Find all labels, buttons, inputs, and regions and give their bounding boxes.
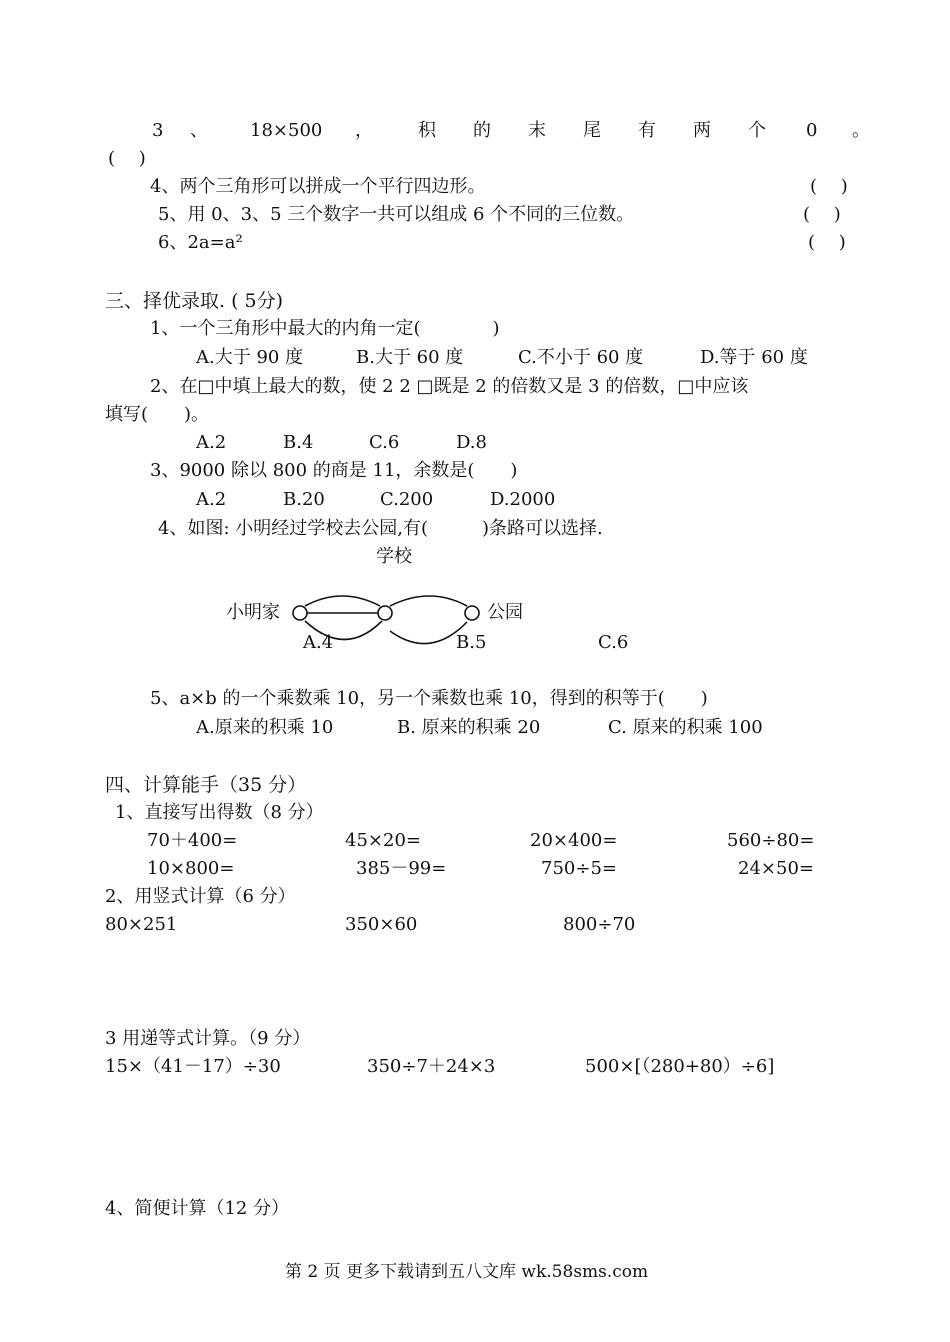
judge-q3-expression: 18×500 [250,120,323,141]
s3-q5-option-a[interactable]: A.原来的积乘 10 [196,717,334,738]
vertical-calc-item: 80×251 [105,914,178,935]
s3-q3-text: 3、9000 除以 800 的商是 11，余数是( ) [150,460,518,481]
s3-q1-option-a[interactable]: A.大于 90 度 [196,347,304,368]
judge-q3-period: 。 [852,120,870,141]
stepwise-calc-item: 15×（41－17）÷30 [105,1056,281,1077]
mental-calc-item: 385－99= [356,858,447,879]
mental-calc-item: 24×50= [738,858,814,879]
section4-title: 四、计算能手（35 分） [105,774,307,796]
mental-calc-item: 20×400= [530,830,618,851]
judge-q3-separator: 、 [190,120,208,141]
judge-q3-char: 末 [528,120,546,141]
s3-q4-option-c[interactable]: C.6 [598,632,629,653]
s3-q3-option-b[interactable]: B.20 [283,489,325,510]
vertical-calc-item: 350×60 [345,914,418,935]
s3-q5-option-c[interactable]: C. 原来的积乘 100 [608,717,763,738]
s3-q2-line2: 填写( )。 [105,404,210,425]
s3-q5-option-b[interactable]: B. 原来的积乘 20 [397,717,541,738]
vertical-calc-item: 800÷70 [563,914,636,935]
home-node [293,606,307,620]
judge-q3-char: 的 [473,120,491,141]
s3-q5-text: 5、a×b 的一个乘数乘 10，另一个乘数也乘 10，得到的积等于( ) [150,688,708,709]
s3-q1-option-b[interactable]: B.大于 60 度 [356,347,464,368]
s3-q4-option-a[interactable]: A.4 [303,632,334,653]
s3-q3-option-c[interactable]: C.200 [380,489,434,510]
park-node [465,606,479,620]
judge-q6-text: 6、2a=a² [158,232,243,253]
stepwise-calc-item: 500×[（280+80）÷6] [585,1056,775,1077]
route-upper-home-school [305,596,380,606]
s4-sub2-title: 2、用竖式计算（6 分） [105,886,296,907]
s3-q3-option-a[interactable]: A.2 [196,489,227,510]
school-node [378,606,392,620]
diagram-label-park: 公园 [487,602,523,623]
s3-q2-option-b[interactable]: B.4 [283,432,314,453]
s3-q4-text: 4、如图: 小明经过学校去公园,有( )条路可以选择. [158,518,603,539]
mental-calc-item: 560÷80= [727,830,815,851]
judge-q3-char: 个 [748,120,766,141]
s3-q1-option-d[interactable]: D.等于 60 度 [700,347,808,368]
judge-q6-answer-paren[interactable]: ( ) [808,232,846,253]
route-upper-school-park [390,596,467,606]
judge-q3-answer-paren[interactable]: ( ) [108,148,146,169]
s3-q3-option-d[interactable]: D.2000 [490,489,556,510]
judge-q4-answer-paren[interactable]: ( ) [810,176,848,197]
judge-q3-char: 两 [693,120,711,141]
judge-q3-comma: ， [355,120,373,141]
s4-sub4-title: 4、简便计算（12 分） [105,1198,290,1219]
stepwise-calc-item: 350÷7＋24×3 [367,1056,496,1077]
s3-q4-option-b[interactable]: B.5 [456,632,487,653]
mental-calc-item: 45×20= [345,830,421,851]
mental-calc-item: 10×800= [147,858,235,879]
page-footer: 第 2 页 更多下载请到五八文库 wk.58sms.com [285,1262,649,1282]
mental-calc-item: 750÷5= [541,858,617,879]
judge-q5-text: 5、用 0、3、5 三个数字一共可以组成 6 个不同的三位数。 [158,204,635,225]
s3-q2-option-c[interactable]: C.6 [369,432,400,453]
judge-q3-zero: 0 [806,120,818,141]
s3-q2-line1: 2、在□中填上最大的数，使 2 2 □既是 2 的倍数又是 3 的倍数，□中应该 [150,376,749,397]
judge-q4-text: 4、两个三角形可以拼成一个平行四边形。 [150,176,486,197]
diagram-label-home: 小明家 [226,602,280,623]
s3-q1-text: 1、一个三角形中最大的内角一定( ) [150,318,500,339]
s4-sub1-title: 1、直接写出得数（8 分） [115,802,324,823]
s3-q1-option-c[interactable]: C.不小于 60 度 [518,347,644,368]
s3-q2-option-a[interactable]: A.2 [196,432,227,453]
s4-sub3-title: 3 用递等式计算。（9 分） [105,1028,311,1049]
section3-title: 三、择优录取. ( 5分) [105,290,284,312]
judge-q3-char: 有 [638,120,656,141]
judge-q3-char: 尾 [583,120,601,141]
mental-calc-item: 70＋400= [147,830,238,851]
judge-q3-number: 3 [152,120,164,141]
judge-q3-char: 积 [418,120,436,141]
diagram-label-school: 学校 [376,546,412,567]
s3-q2-option-d[interactable]: D.8 [456,432,487,453]
judge-q5-answer-paren[interactable]: ( ) [803,204,841,225]
